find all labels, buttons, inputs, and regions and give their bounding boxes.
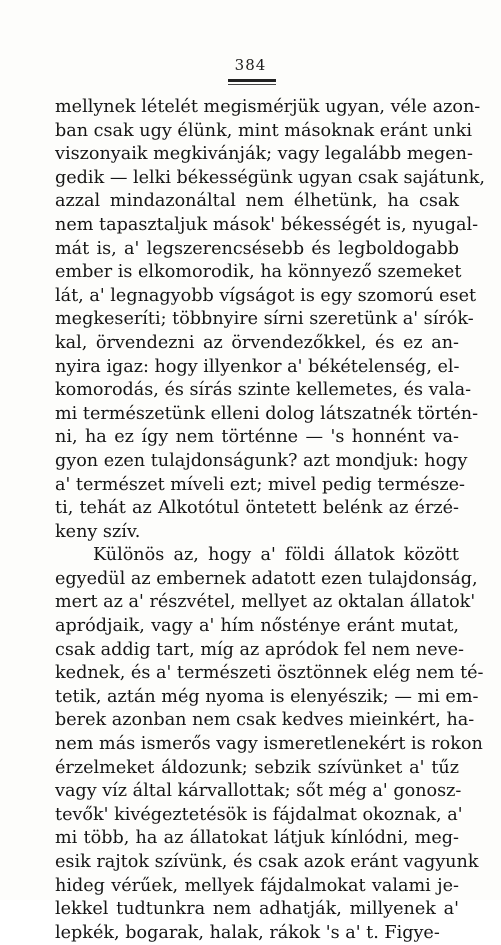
text-line: érzelmeket áldozunk; sebzik szívünket a' tűz [55, 757, 459, 778]
text-line: a' természet míveli ezt; mivel pedig természe- [55, 474, 465, 495]
text-line: mi természetünk elleni dolog látszatnék történ- [55, 403, 479, 424]
text-line: ti, tehát az Alkotótul öntetett belénk az érzé- [55, 498, 459, 519]
text-line: ni, ha ez így nem történne — 's honnént va- [55, 427, 459, 448]
header-rule [228, 79, 276, 82]
text-line: apródjaik, vagy a' hím nősténye eránt mutat, [55, 616, 459, 637]
text-line: berek azonban nem csak kedves mieinkért, ha- [55, 710, 475, 731]
text-line: lekkel tudtunkra nem adhatják, millyenek a' [55, 899, 459, 920]
text-line: nyira igaz: hogy illyenkor a' békételenség, el- [55, 356, 460, 377]
text-line: kal, örvendezni az örvendezőkkel, és ez an- [55, 332, 459, 353]
text-line: tevők' kivégeztetésök is fájdalmat okoznak, a' [55, 804, 463, 825]
text-line: megkeseríti; többnyire sírni szeretünk a' sírók- [55, 309, 474, 330]
text-line: gyon ezen tulajdonságunk? azt mondjuk: hogy [55, 450, 468, 471]
text-line: gedik — lelki békességünk ugyan csak sajátunk, [55, 167, 485, 188]
text-line: mert az a' részvétel, mellyet az oktalan állatok' [55, 592, 476, 613]
text-line: azzal mindazonáltal nem élhetünk, ha csak [55, 191, 459, 212]
body-text [55, 96, 485, 945]
text-line: komorodás, és sírás szinte kellemetes, és vala- [55, 380, 472, 401]
text-line: lát, a' legnagyobb vígságot is egy szomorú eset [55, 285, 477, 306]
text-line: tetik, aztán még nyoma is elenyészik; — mi em- [55, 686, 479, 707]
text-line: ban csak ugy élünk, mint másoknak eránt unki [55, 120, 473, 141]
text-line: mát is, a' legszerencsésebb és legboldogabb [55, 238, 459, 259]
text-line: nem más ismerős vagy ismeretlenekért is rokon [55, 734, 483, 755]
text-line: hideg vérűek, mellyek fájdalmokat valami je- [55, 875, 459, 896]
text-line: vagy víz által kárvallottak; sőt még a' gonosz- [55, 781, 462, 802]
text-line: Különös az, hogy a' földi állatok között [93, 545, 459, 566]
text-line: keny szív. [55, 521, 141, 542]
paragraph [55, 96, 485, 544]
text-line: kednek, és a' természeti ösztönnek elég nem té- [55, 663, 484, 684]
text-line: nem tapasztaljuk mások' békességét is, nyugal- [55, 214, 479, 235]
paragraph [55, 544, 484, 945]
text-line: mellynek lételét megismérjük ugyan, véle azon- [55, 97, 481, 117]
text-line: esik rajtok szívünk, és csak azok eránt vagyunk [55, 852, 479, 872]
text-line: egyedül az embernek adatott ezen tulajdonság, [55, 568, 478, 589]
text-line: ember is elkomorodik, ha könnyező szemeket [55, 262, 462, 283]
text-line: viszonyaik megkivánják; vagy legalább megen- [55, 144, 473, 165]
page-number: 384 [234, 56, 267, 74]
text-line: lepkék, bogarak, halak, rákok 's a' t. Figye- [55, 922, 440, 943]
header-rule-thin [228, 84, 276, 85]
text-line: mi több, ha az állatokat látjuk kínlódni, meg- [55, 828, 459, 849]
text-line: csak addig tart, míg az apródok fel nem neve- [55, 639, 464, 660]
